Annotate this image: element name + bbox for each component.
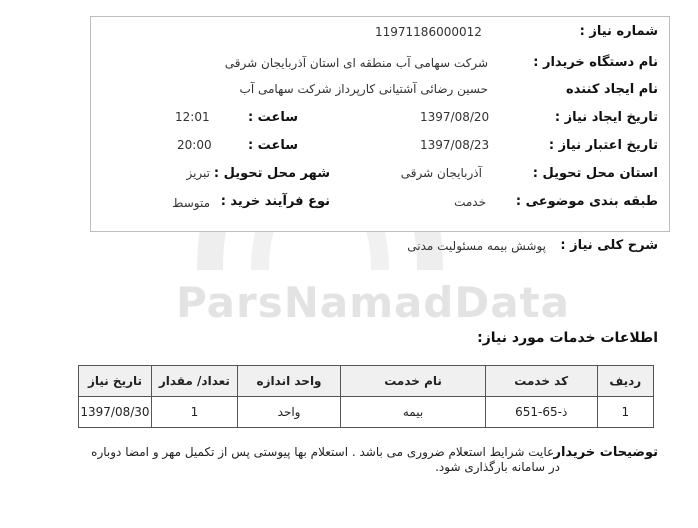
col-header-quantity: تعداد/ مقدار bbox=[151, 366, 237, 397]
col-header-row-number: ردیف bbox=[597, 366, 653, 397]
category: خدمت bbox=[454, 195, 486, 209]
watermark-text: ParsNamadData bbox=[176, 278, 570, 327]
delivery-province: آذربایجان شرقی bbox=[400, 166, 482, 180]
need-number-label: شماره نیاز : bbox=[579, 24, 658, 39]
buyer-org: شرکت سهامی آب منطقه ای استان آذربایجان شرقی bbox=[224, 56, 488, 70]
services-title: اطلاعات خدمات مورد نیاز: bbox=[477, 330, 658, 346]
category-label: طبقه بندی موضوعی : bbox=[515, 194, 658, 209]
buyer-notes-label: توضیحات خریدار bbox=[553, 445, 658, 460]
buyer-org-label: نام دستگاه خریدار : bbox=[533, 55, 658, 70]
col-header-unit: واحد اندازه bbox=[237, 366, 340, 397]
cell-unit: واحد bbox=[237, 397, 340, 428]
purchase-type-label: نوع فرآیند خرید : bbox=[220, 194, 330, 209]
delivery-city: تبریز bbox=[186, 166, 210, 180]
created-date-label: تاریخ ایجاد نیاز : bbox=[554, 110, 658, 125]
need-number: 11971186000012 bbox=[375, 25, 482, 39]
summary-label: شرح کلی نیاز : bbox=[560, 238, 658, 253]
delivery-city-label: شهر محل تحویل : bbox=[213, 166, 330, 181]
table-row bbox=[79, 397, 654, 428]
creator-label: نام ایجاد کننده bbox=[566, 82, 658, 97]
col-header-service-code: کد خدمت bbox=[485, 366, 597, 397]
cell-service-code: ذ-65-651 bbox=[485, 397, 597, 428]
delivery-province-label: استان محل تحویل : bbox=[532, 166, 658, 181]
created-time-label: ساعت : bbox=[247, 110, 298, 125]
services-table bbox=[78, 365, 654, 428]
creator-name: حسین رضائی آشتیانی کارپرداز شرکت سهامی آب bbox=[239, 82, 488, 96]
services-header-row bbox=[79, 366, 654, 397]
summary-value: پوشش بیمه مسئولیت مدنی bbox=[407, 239, 546, 253]
col-header-service-name: نام خدمت bbox=[341, 366, 486, 397]
buyer-notes-text: رعایت شرایط استعلام ضروری می باشد . استعلام بها پیوستی پس از تکمیل مهر و امضا دوباره در سامانه بارگذاری شود. bbox=[91, 445, 560, 474]
purchase-type: متوسط bbox=[172, 196, 210, 210]
valid-date-label: تاریخ اعتبار نیاز : bbox=[548, 138, 658, 153]
valid-time-label: ساعت : bbox=[247, 138, 298, 153]
cell-row-number: 1 bbox=[597, 397, 653, 428]
cell-quantity: 1 bbox=[151, 397, 237, 428]
cell-need-date: 1397/08/30 bbox=[79, 397, 152, 428]
cell-service-name: بیمه bbox=[341, 397, 486, 428]
col-header-need-date: تاریخ نیاز bbox=[79, 366, 152, 397]
valid-date: 1397/08/23 bbox=[420, 138, 490, 152]
created-date: 1397/08/20 bbox=[420, 110, 490, 124]
created-time: 12:01 bbox=[175, 110, 210, 124]
valid-time: 20:00 bbox=[177, 138, 212, 152]
